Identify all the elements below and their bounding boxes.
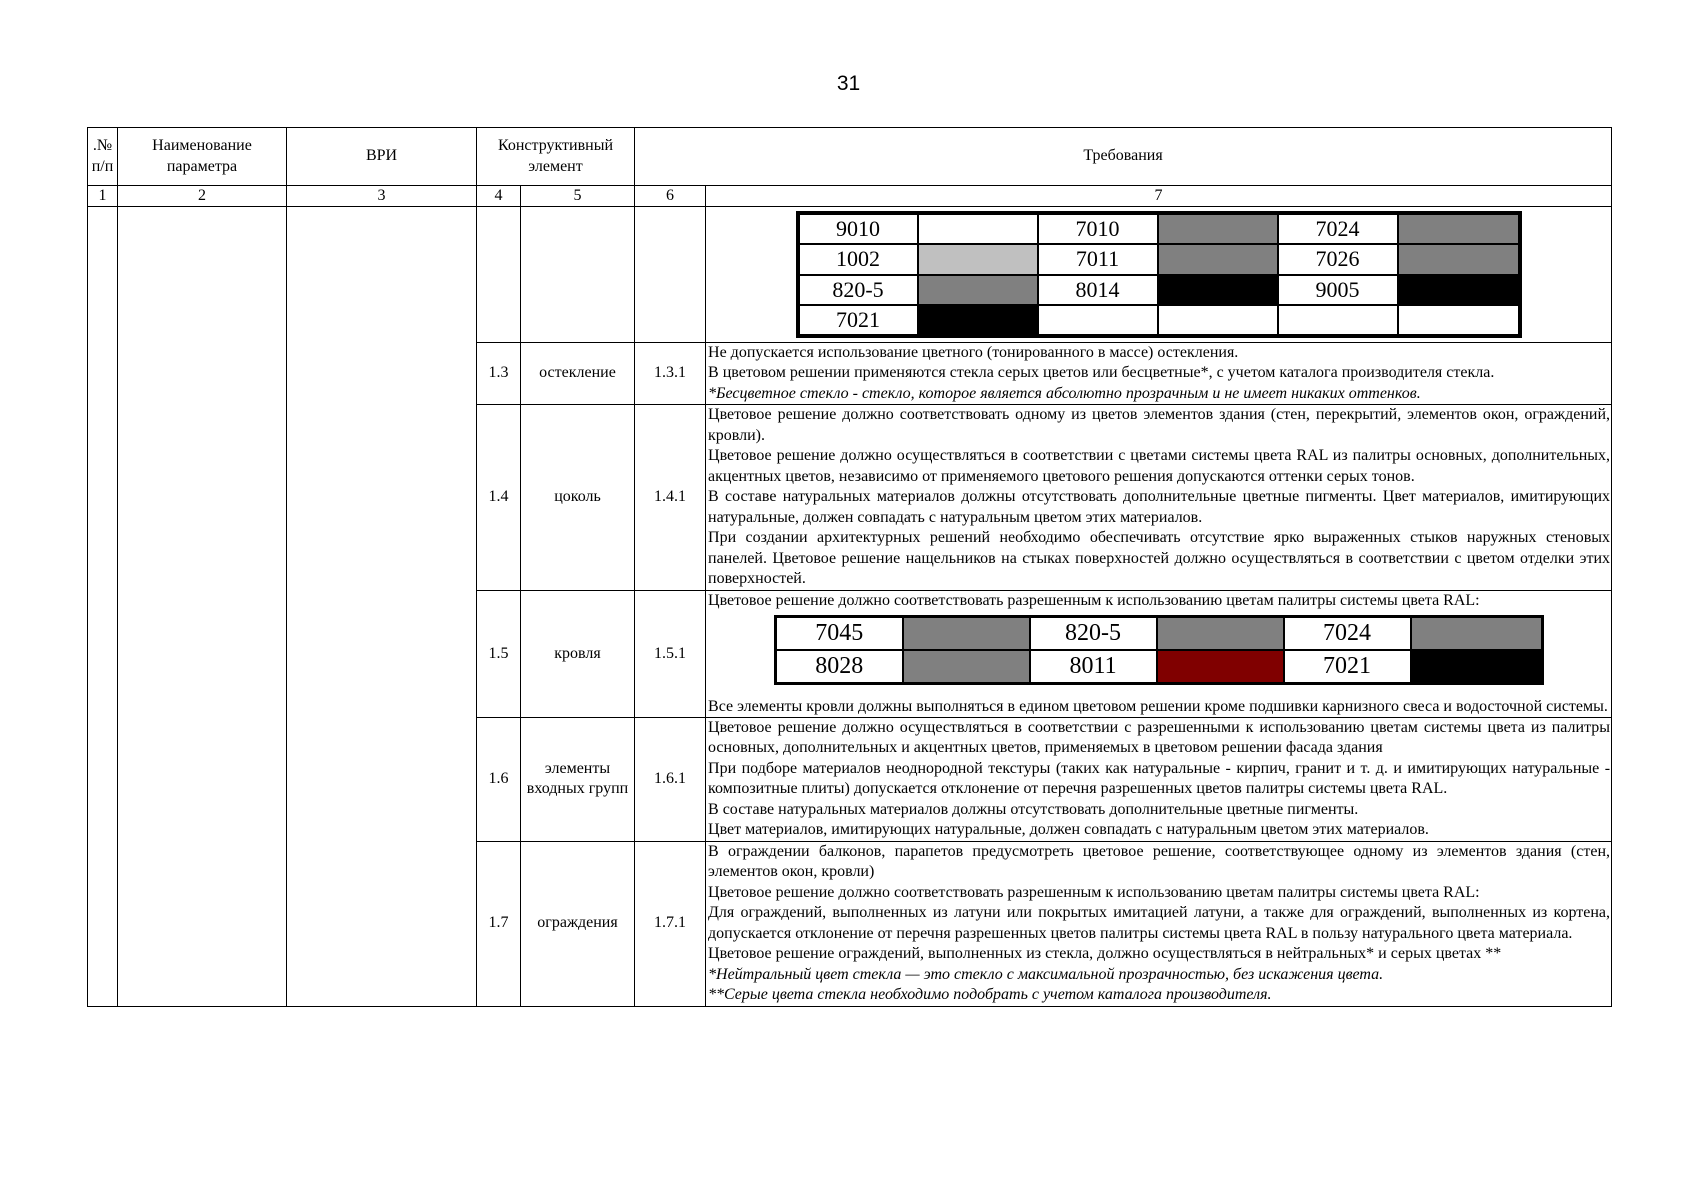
ral-color-swatch <box>903 650 1030 683</box>
ral-color-swatch <box>1411 617 1543 650</box>
requirements-text <box>706 343 1612 405</box>
row-number: 1.6 <box>477 718 521 842</box>
ral-color-swatch <box>918 305 1038 336</box>
requirements-text <box>706 841 1612 1006</box>
requirement-line: Все элементы кровли должны выполняться в едином цветовом решении кроме подшивки карнизного свеса и водосточной системы. <box>708 697 1608 715</box>
element-name: элементы входных групп <box>521 718 635 842</box>
ral-code: 7010 <box>1038 213 1158 244</box>
requirement-footnote: *Нейтральный цвет стекла — это стекло с максимальной прозрачностью, без искажения цвета. <box>708 965 1384 983</box>
column-number: 7 <box>706 186 1612 207</box>
ral-palette-row <box>776 617 1543 650</box>
sub-number: 1.6.1 <box>635 718 706 842</box>
requirement-line: Цветовое решение ограждений, выполненных из стекла, должно осуществляться в нейтральных* и серых цветах ** <box>708 945 1502 963</box>
sub-number: 1.5.1 <box>635 590 706 717</box>
ral-palette-row <box>798 213 1520 244</box>
column-number: 1 <box>88 186 118 207</box>
header-row <box>88 128 1612 186</box>
element-name: остекление <box>521 343 635 405</box>
requirement-line: Цветовое решение должно соответствовать разрешенным к использованию цветам палитры системы цвета RAL: <box>708 883 1480 901</box>
ral-code: 9010 <box>798 213 918 244</box>
ral-color-swatch <box>1157 617 1284 650</box>
ral-color-swatch <box>1158 305 1278 336</box>
ral-code: 7045 <box>776 617 903 650</box>
requirement-line: В цветовом решении применяются стекла серых цветов или бесцветные*, с учетом каталога производителя стекла. <box>708 364 1495 382</box>
empty-cell <box>477 207 521 343</box>
ral-code: 8014 <box>1038 275 1158 305</box>
ral-color-swatch <box>1158 244 1278 274</box>
empty-cell <box>635 207 706 343</box>
element-name: цоколь <box>521 405 635 590</box>
column-numbers-row <box>88 186 1612 207</box>
ral-color-swatch <box>1398 244 1520 274</box>
requirement-line: В ограждении балконов, парапетов предусмотреть цветовое решение, соответствующее одному из элементов здания (стен, элементов окон, кровли) <box>708 842 1611 881</box>
ral-color-swatch <box>1398 213 1520 244</box>
requirement-line: Цветовое решение должно соответствовать одному из цветов элементов здания (стен, перекрытий, элементов окон, ограждений, кровли). <box>708 406 1611 444</box>
ral-code: 7011 <box>1038 244 1158 274</box>
ral-code: 8011 <box>1030 650 1157 683</box>
column-number: 2 <box>118 186 287 207</box>
ral-color-swatch <box>903 617 1030 650</box>
requirement-line: Цветовое решение должно соответствовать разрешенным к использованию цветам палитры системы цвета RAL: <box>708 591 1480 609</box>
row-number: 1.7 <box>477 841 521 1006</box>
requirements-text <box>706 590 1612 717</box>
ral-code: 8028 <box>776 650 903 683</box>
requirement-line: В составе натуральных материалов должны отсутствовать дополнительные цветные пигменты. <box>708 800 1359 818</box>
ral-color-swatch <box>1411 650 1543 683</box>
column-number: 4 <box>477 186 521 207</box>
header-parameter-name: Наименование параметра <box>118 128 287 186</box>
ral-color-swatch <box>1398 275 1520 305</box>
header-vri: ВРИ <box>287 128 477 186</box>
requirement-line: При создании архитектурных решений необходимо обеспечивать отсутствие ярко выраженных стыков наружных стеновых панелей. Цветовое решение нащельников на стыках поверхностей должно осуществляться в соответствии с цветом отделки этих поверхностей. <box>708 529 1611 588</box>
empty-cell <box>521 207 635 343</box>
ral-color-swatch <box>1158 275 1278 305</box>
ral-palette-top <box>796 211 1522 338</box>
requirement-line: Не допускается использование цветного (тонированного в массе) остекления. <box>708 344 1239 361</box>
header-structural-element: Конструктивный элемент <box>477 128 635 186</box>
ral-code: 7024 <box>1284 617 1411 650</box>
ral-code <box>1278 305 1398 336</box>
requirement-line: Цвет материалов, имитирующих натуральные, должен совпадать с натуральным цветом этих материалов. <box>708 821 1429 839</box>
row-number: 1.3 <box>477 343 521 405</box>
ral-color-swatch <box>918 244 1038 274</box>
ral-code: 1002 <box>798 244 918 274</box>
column-number: 3 <box>287 186 477 207</box>
requirements-table <box>87 127 1612 1007</box>
ral-color-swatch <box>1158 213 1278 244</box>
ral-code: 820-5 <box>798 275 918 305</box>
requirement-footnote: *Бесцветное стекло - стекло, которое является абсолютно прозрачным и не имеет никаких оттенков. <box>708 384 1421 402</box>
ral-palette-cell <box>706 207 1612 343</box>
ral-code: 9005 <box>1278 275 1398 305</box>
ral-palette-row <box>776 650 1543 683</box>
requirement-line: В составе натуральных материалов должны отсутствовать дополнительные цветные пигменты. Цвет материалов, имитирующих натуральные, должен совпадать с натуральным цветом этих материалов. <box>708 488 1611 526</box>
requirement-line: При подборе материалов неоднородной текстуры (таких как натуральные - кирпич, гранит и т. д. и имитирующих натуральные - композитные плиты) допускается отклонение от перечня разрешенных цветов палитры системы цвета RAL. <box>708 759 1611 798</box>
palette-continuation-row <box>88 207 1612 343</box>
sub-number: 1.4.1 <box>635 405 706 590</box>
row-number: 1.5 <box>477 590 521 717</box>
ral-color-swatch <box>918 213 1038 244</box>
ral-palette-row <box>798 305 1520 336</box>
requirement-footnote: **Серые цвета стекла необходимо подобрать с учетом каталога производителя. <box>708 986 1272 1004</box>
header-number: .№ п/п <box>88 128 118 186</box>
column-number: 5 <box>521 186 635 207</box>
ral-code: 7024 <box>1278 213 1398 244</box>
requirement-line: Цветовое решение должно осуществляться в соответствии с цветами системы цвета RAL из палитры основных, дополнительных, акцентных цветов, независимо от применяемого цветового решения допускаются оттенки серых тонов. <box>708 447 1611 485</box>
ral-color-swatch <box>1157 650 1284 683</box>
empty-cell-number <box>88 207 118 1007</box>
ral-code <box>1038 305 1158 336</box>
ral-palette-row <box>798 275 1520 305</box>
roof-palette-wrap <box>708 611 1610 696</box>
sub-number: 1.3.1 <box>635 343 706 405</box>
ral-code: 7021 <box>1284 650 1411 683</box>
ral-palette-roof <box>774 615 1544 684</box>
ral-code: 820-5 <box>1030 617 1157 650</box>
element-name: кровля <box>521 590 635 717</box>
requirement-line: Цветовое решение должно осуществляться в соответствии с разрешенными к использованию цветам системы цвета из палитры основных, дополнительных и акцентных цветов, применяемых в цветовом решении фасада здания <box>708 719 1611 757</box>
empty-cell-vri <box>287 207 477 1007</box>
row-number: 1.4 <box>477 405 521 590</box>
requirement-line: Для ограждений, выполненных из латуни или покрытых имитацией латуни, а также для ограждений, выполненных из кортена, допускается отклонение от перечня разрешенных цветов палитры системы цвета RAL в пользу натурального цвета материала. <box>708 904 1611 942</box>
header-requirements: Требования <box>635 128 1612 186</box>
requirements-text <box>706 718 1612 842</box>
page-number: 31 <box>836 72 861 95</box>
ral-code: 7021 <box>798 305 918 336</box>
element-name: ограждения <box>521 841 635 1006</box>
empty-cell-parameter <box>118 207 287 1007</box>
column-number: 6 <box>635 186 706 207</box>
ral-color-swatch <box>1398 305 1520 336</box>
sub-number: 1.7.1 <box>635 841 706 1006</box>
ral-color-swatch <box>918 275 1038 305</box>
ral-code: 7026 <box>1278 244 1398 274</box>
requirements-text <box>706 405 1612 590</box>
ral-palette-row <box>798 244 1520 274</box>
